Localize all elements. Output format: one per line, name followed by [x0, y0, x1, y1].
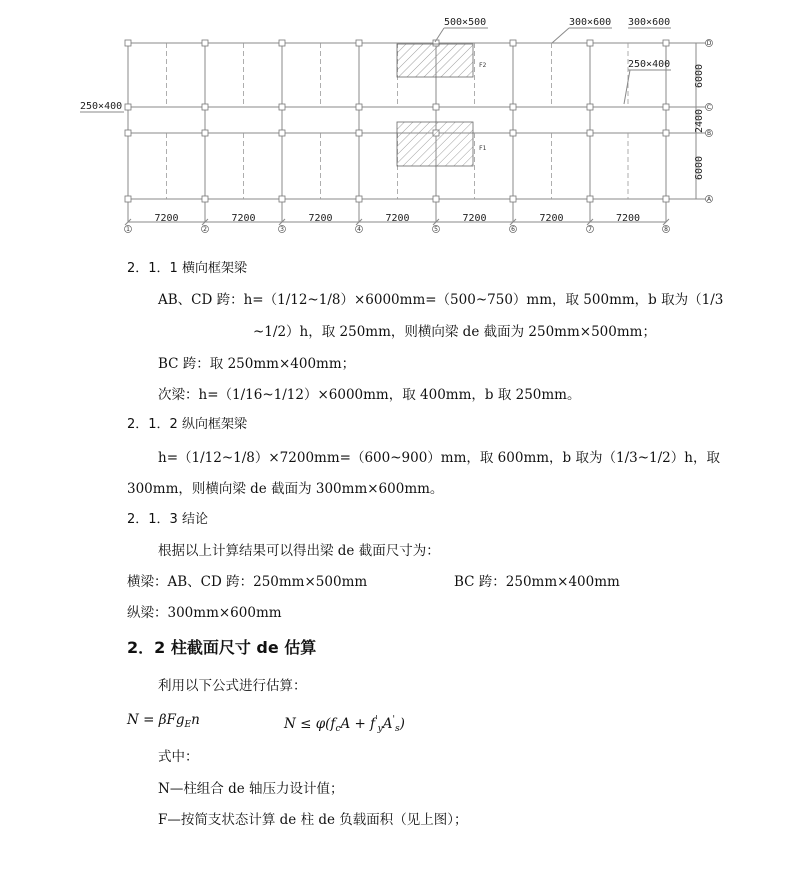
axis-letter-label: B [706, 130, 712, 137]
s22-line-2: 式中： [158, 749, 199, 765]
axis-letter-label: A [706, 196, 712, 203]
hatched-panel-f2 [397, 44, 473, 77]
s213-line-1: 根据以上计算结果可以得出梁 de 截面尺寸为： [158, 543, 440, 559]
s22-line-3: N—柱组合 de 轴压力设计值； [158, 781, 344, 797]
axis-number-label: 4 [357, 226, 361, 233]
span-label: 7200 [231, 213, 256, 224]
span-label: 7200 [385, 213, 410, 224]
axis-number-label: 2 [203, 226, 207, 233]
s213-line-2b: BC 跨：250mm×400mm [454, 574, 620, 590]
beam-size-label-2: 300×600 [628, 17, 671, 28]
section-2-1-1-title: 2．1．1 横向框架梁 [127, 261, 247, 276]
column-size-label: 500×500 [444, 17, 487, 28]
panel-f2-label: F2 [479, 62, 487, 69]
s213-line-2a: 横梁：AB、CD 跨：250mm×500mm [127, 574, 368, 590]
formula-2: $N \le \varphi(f_cA + f'_yA'_s)$ [284, 715, 405, 734]
dim-6000-top: 6000 [694, 63, 705, 88]
span-label: 7200 [154, 213, 179, 224]
span-label: 7200 [308, 213, 333, 224]
s22-line-4: F—按简支状态计算 de 柱 de 负载面积（见上图）； [158, 812, 468, 828]
beam-size-label-1: 300×600 [569, 17, 612, 28]
s212-line-1: h=（1/12~1/8）×7200mm=（600~900）mm，取 600mm，b 取为（1/3~1/2）h，取 [158, 450, 720, 466]
axis-letter-label: C [706, 104, 712, 111]
span-dimensions [125, 213, 669, 225]
beam-size-label-4: 250×400 [80, 101, 123, 112]
hatched-panel-f1 [397, 122, 473, 166]
span-label: 7200 [615, 213, 641, 224]
s212-line-2: 300mm，则横向梁 de 截面为 300mm×600mm。 [127, 481, 444, 497]
s211-line-3: BC 跨：取 250mm×400mm； [158, 356, 356, 372]
section-2-1-2-title: 2．1．2 纵向框架梁 [127, 417, 247, 432]
axis-number-label: 7 [588, 226, 592, 233]
dim-6000-bottom: 6000 [694, 155, 705, 180]
axis-letter-label: D [706, 40, 712, 47]
dim-2400: 2400 [694, 108, 705, 133]
section-2-1-3-title: 2．1．3 结论 [127, 512, 208, 527]
s213-line-3: 纵梁：300mm×600mm [127, 605, 282, 621]
s211-line-2: ~1/2）h，取 250mm，则横向梁 de 截面为 250mm×500mm； [253, 324, 656, 340]
axis-number-label: 3 [280, 226, 284, 233]
span-label: 7200 [462, 213, 487, 224]
floor-plan-drawing [0, 0, 793, 245]
axis-number-label: 5 [434, 226, 438, 233]
axis-number-label: 8 [664, 226, 668, 233]
span-label: 7200 [539, 213, 564, 224]
panel-f1-label: F1 [479, 145, 487, 152]
axis-number-label: 1 [126, 226, 130, 233]
axis-number-label: 6 [511, 226, 515, 233]
section-2-2-title: 2．2 柱截面尺寸 de 估算 [127, 638, 317, 657]
formula-1: N = βFg$_E$n [127, 712, 200, 730]
s22-line-1: 利用以下公式进行估算： [158, 678, 307, 694]
s211-line-1: AB、CD 跨：h=（1/12~1/8）×6000mm=（500~750）mm，取 500mm，b 取为（1/3 [158, 292, 724, 308]
beam-size-label-3: 250×400 [628, 59, 671, 70]
s211-line-4: 次梁：h=（1/16~1/12）×6000mm，取 400mm，b 取 250mm。 [158, 387, 581, 403]
